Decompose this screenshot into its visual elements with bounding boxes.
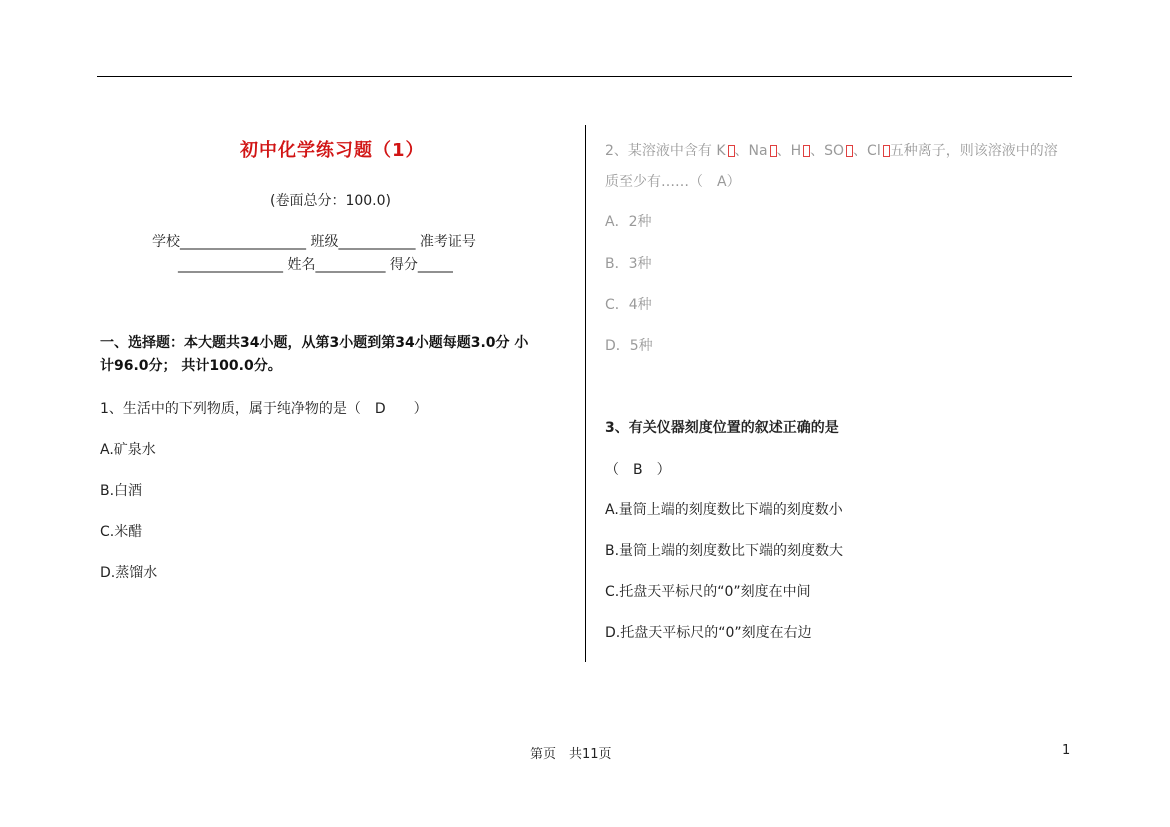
question-3-option-c: C.托盘天平标尺的“0”刻度在中间 <box>605 584 811 600</box>
question-2-option-d: D．5种 <box>605 338 653 354</box>
page-count-label: 第页 共11页 <box>530 747 612 762</box>
page-number: 1 <box>1062 743 1071 758</box>
ion-charge-box <box>770 145 777 157</box>
question-2-option-b: B．3种 <box>605 256 652 272</box>
question-2-stem-line-2: 质至少有……（ A） <box>605 174 741 190</box>
question-2-stem-part-b: 、Na <box>734 143 768 159</box>
column-divider <box>585 125 586 662</box>
question-2-stem <box>605 140 1058 160</box>
question-3-stem: 3、有关仪器刻度位置的叙述正确的是 <box>605 420 839 436</box>
section-heading-line-2: 计96.0分； 共计100.0分。 <box>100 358 282 374</box>
question-3-option-d: D.托盘天平标尺的“0”刻度在右边 <box>605 625 812 641</box>
header-rule <box>97 76 1072 77</box>
question-2-option-c: C．4种 <box>605 297 652 313</box>
question-3-option-b: B.量筒上端的刻度数比下端的刻度数大 <box>605 543 844 559</box>
info-line-2: _______________ 姓名__________ 得分_____ <box>178 257 453 273</box>
question-1-stem: 1、生活中的下列物质，属于纯净物的是（ D ） <box>100 401 428 417</box>
question-1-option-c: C.米醋 <box>100 524 143 540</box>
section-heading-line-1: 一、选择题：本大题共34小题，从第3小题到第34小题每题3.0分 小 <box>100 335 529 351</box>
question-1-option-d: D.蒸馏水 <box>100 565 158 581</box>
question-3-answer: （ B ） <box>605 462 671 478</box>
question-2-stem-part-a: 2、某溶液中含有 K <box>605 143 726 159</box>
question-1-option-b: B.白酒 <box>100 483 143 499</box>
ion-charge-box <box>846 145 853 157</box>
question-2-option-a: A．2种 <box>605 214 652 230</box>
ion-charge-box <box>883 145 890 157</box>
ion-charge-box <box>728 145 735 157</box>
question-2-stem-part-d: 、SO <box>810 143 845 159</box>
question-3-option-a: A.量筒上端的刻度数比下端的刻度数小 <box>605 502 843 518</box>
question-2-stem-part-e: 、Cl <box>853 143 881 159</box>
page-title: 初中化学练习题（1） <box>240 140 425 161</box>
info-line-1: 学校__________________ 班级___________ 准考证号 <box>152 234 476 250</box>
question-2-stem-part-f: 五种离子，则该溶液中的溶 <box>889 143 1058 159</box>
question-2-stem-part-c: 、H <box>776 143 802 159</box>
total-score: (卷面总分：100.0) <box>270 193 392 209</box>
question-1-option-a: A.矿泉水 <box>100 442 156 458</box>
